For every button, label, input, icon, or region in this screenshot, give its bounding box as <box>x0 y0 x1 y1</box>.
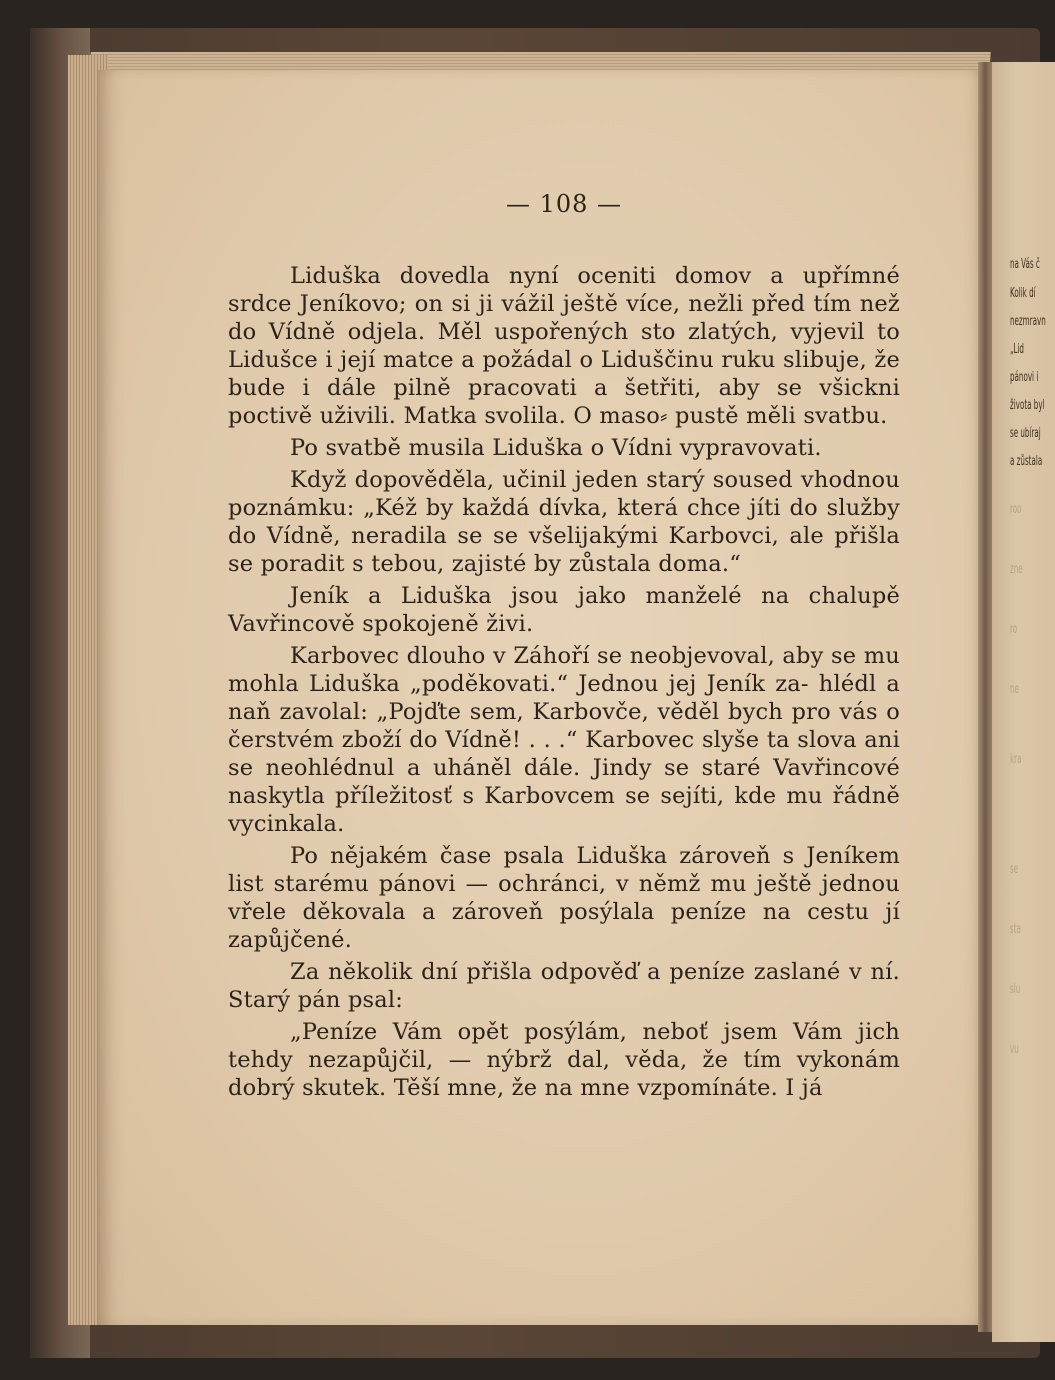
next-page-fragment: nezmravn <box>1010 314 1046 329</box>
next-page-faint-fragment: slu <box>1010 982 1021 997</box>
page-number: — 108 — <box>505 190 623 218</box>
next-page-fragment: života byl <box>1010 398 1045 413</box>
paragraph: „Peníze Vám opět posýlám, neboť jsem Vám jich tehdy nezapůjčil, — nýbrž dal, věda, že tím vykonám dobrý skutek. Těší mne, že na mne vzpomínáte. I já <box>228 1019 900 1101</box>
next-page-faint-fragment: ne <box>1010 682 1019 697</box>
next-page-fragment: a zůstala <box>1010 454 1043 469</box>
next-page-strip <box>992 62 1055 1342</box>
paragraph: Liduška dovedla nyní oceniti domov a upřímné srdce Jeníkovo; on si ji vážil ještě více, nežli před tím než do Vídně odjela. Měl uspořených sto zlatých, vyjevil to Lidušce i její matce a požádal o Liduščinu ruku slibuje, že bude i dále pilně pracovati a šetřiti, aby se všickni poctivě uživili. Matka svolila. O maso⸗ pustě měli svatbu. <box>228 263 900 429</box>
next-page-fragment: pánovi i <box>1010 370 1039 385</box>
next-page-fragment: na Vás č <box>1010 257 1040 272</box>
next-page-faint-fragment: sta <box>1010 922 1021 937</box>
paragraph: Po nějakém čase psala Liduška zároveň s Jeníkem list starému pánovi — ochránci, v němž mu ještě jednou vřele děkovala a zároveň posýlala peníze na cestu jí zapůjčené. <box>228 843 900 953</box>
next-page-fragment: Kolik dí <box>1010 286 1036 301</box>
next-page-faint-fragment: se <box>1010 862 1019 877</box>
paragraph: Karbovec dlouho v Záhoří se neobjevoval, aby se mu mohla Liduška „poděkovati.“ Jednou jej Jeník za- hlédl a naň zavolal: „Pojďte sem, Karbovče, věděl bych pro vás o čerstvém zboží do Vídně! . . .“ Karbovec slyše ta slova ani se neohlédnul a uháněl dále. Jindy se staré Vavřincové naskytla příležitosť s Karbovcem se sejíti, kde mu řádně vycinkala. <box>228 643 900 837</box>
paragraph: Jeník a Liduška jsou jako manželé na chalupě Vavřincově spokojeně živi. <box>228 583 900 637</box>
paragraph: Po svatbě musila Liduška o Vídni vypravovati. <box>290 435 822 461</box>
next-page-faint-fragment: ro <box>1010 622 1018 637</box>
paragraph: Když dopověděla, učinil jeden starý soused vhodnou poznámku: „Kéž by každá dívka, která chce jíti do služby do Vídně, neradila se se všelijakými Karbovci, ale přišla se poradit s tebou, zajisté by zůstala doma.“ <box>228 467 900 577</box>
next-page-faint-fragment: roo <box>1010 502 1022 517</box>
next-page-faint-fragment: zne <box>1010 562 1023 577</box>
next-page-fragment: se ubíraj <box>1010 426 1041 441</box>
next-page-faint-fragment: kra <box>1010 752 1022 767</box>
next-page-fragment: „Lid <box>1010 342 1024 357</box>
next-page-faint-fragment: vu <box>1010 1042 1019 1057</box>
page-text <box>228 190 900 1106</box>
book-gutter <box>978 62 992 1332</box>
paragraph: Za několik dní přišla odpověď a peníze zaslané v ní. Starý pán psal: <box>228 959 900 1013</box>
